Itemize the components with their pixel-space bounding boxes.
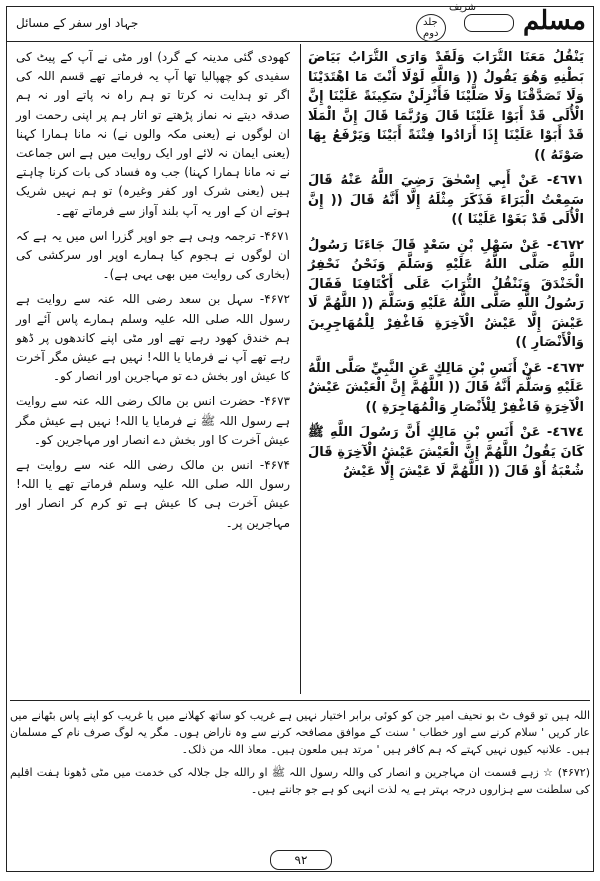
brand-title: مسلم	[522, 6, 586, 36]
column-divider	[300, 44, 301, 694]
volume-badge: جلد دوم	[416, 14, 446, 42]
urdu-paragraph: ۴۶۷۳- حضرت انس بن مالک رضی اللہ عنہ سے روایت ہے رسول اللہ ﷺ نے فرمایا یا اللہ! نہیں ہے عیش مگر عیش آخرت کا اور بخش دے انصار اور مہاجرین کو۔	[16, 394, 290, 447]
page-number: ۹۲	[270, 850, 332, 870]
arabic-paragraph: ٤٦٧٢- عَنْ سَهْلِ بْنِ سَعْدٍ قَالَ جَاءَنَا رَسُولُ اللَّهِ صَلَّى اللَّهُ عَلَيْهِ وَسَلَّمَ وَنَحْنُ نَحْفِرُ الْخَنْدَقَ وَنَنْقُلُ التُّرَابَ عَلَى أَكْتَافِنَا فَقَالَ رَسُولُ اللَّهِ صَلَّى اللَّهُ عَلَيْهِ وَسَلَّمَ (( اللَّهُمَّ لَا عَيْشَ إِلَّا عَيْشُ الْآخِرَةِ فَاغْفِرْ لِلْمُهَاجِرِينَ وَالْأَنْصَارِ ))	[308, 237, 584, 350]
arabic-paragraph: يَنْقُلُ مَعَنَا التُّرَابَ وَلَقَدْ وَارَى التُّرَابُ بَيَاضَ بَطْنِهِ وَهُوَ يَقُولُ (( وَاللَّهِ لَوْلَا أَنْتَ مَا اهْتَدَيْنَا وَلَا تَصَدَّقْنَا وَلَا صَلَّيْنَا فَأَنْزِلَنْ سَكِينَةً عَلَيْنَا إِنَّ الْأُلَى قَدْ أَبَوْا عَلَيْنَا قَالَ وَرُبَّمَا قَالَ إِنَّ الْمَلَا قَدْ أَبَوْا عَلَيْنَا إِذَا أَرَادُوا فِتْنَةً أَبَيْنَا وَيَرْفَعُ بِهَا صَوْتَهُ ))	[308, 50, 584, 163]
urdu-paragraph: ۴۶۷۱- ترجمہ وہی ہے جو اوپر گزرا اس میں یہ ہے کہ ان لوگوں نے ہجوم کیا ہمارے اوپر اور سرکشی کی (بخاری کی روایت میں بھی یہی ہے)۔	[16, 228, 290, 282]
footnotes	[10, 700, 590, 840]
arabic-paragraph: ٤٦٧١- عَنْ أَبِي إِسْحٰقَ رَضِيَ اللَّهُ عَنْهُ قَالَ سَمِعْتُ الْبَرَاءَ فَذَكَرَ مِثْلَهُ إِلَّا أَنَّهُ قَالَ (( إِنَّ الْأُلَى قَدْ بَغَوْا عَلَيْنَا ))	[308, 173, 584, 227]
urdu-paragraph: کھودی گئی مدینہ کے گرد) اور مٹی نے آپ کے پیٹ کی سفیدی کو چھپالیا تھا آپ یہ فرماتے تھے قسم اللہ کی اگر تو ہدایت نہ کرتا تو ہم راہ نہ پاتے اور نہ ہم صدقہ دیتے نہ نماز پڑھتے تو اتار ہم پر اپنی رحمت اور ان لوگوں نے (یعنی مکہ والوں نے) نہ مانا ہمارا کہنا (یعنی ایمان نہ لائے اور ایک روایت میں ہے اس جماعت نے نہ مانا ہمارا کہنا) جب وہ فساد کی بات کرنا چاہتے ہیں (یعنی شرک اور کفر وغیرہ) تو ہم نہیں شریک ہوتے ان کے اور یہ آپ بلند آواز سے فرماتے تھے۔	[16, 50, 290, 218]
footnote: اللہ ہیں تو قوف ٹ بو نحیف امیر جن کو کوئی برابر اختیار نہیں ہے غریب کو ساتھ کھلانے میں یا غریب کو اپنے پاس بٹھانے میں عار کریں ' سلام کرنے سے اور خطاب ' سنت کے موافق مصافحہ کرنے سے وہ ناراض ہوں۔ مگر یہ لوگ صرف نام کے مسلمان ہیں۔ علانیہ کیوں نہیں کہتے کہ ہم کافر ہیں ' مرتد ہیں ملعون ہیں۔ معاذ اللہ من ذلک۔	[10, 709, 590, 756]
arabic-paragraph: ٤٦٧٤- عَنْ أَنَسِ بْنِ مَالِكٍ أَنَّ رَسُولَ اللَّهِ ﷺ كَانَ يَقُولُ اللَّهُمَّ إِنَّ الْعَيْشَ عَيْشُ الْآخِرَةِ قَالَ شُعْبَةُ أَوْ قَالَ (( اللَّهُمَّ لَا عَيْشَ إِلَّا عَيْشُ	[308, 425, 584, 479]
urdu-paragraph: ۴۶۷۴- انس بن مالک رضی اللہ عنہ سے روایت ہے رسول اللہ صلی اللہ علیہ وسلم فرماتے تھے یا اللہ! عیش آخرت ہی کا عیش ہے تو کرم کر انصار اور مہاجرین پر۔	[16, 458, 290, 530]
chapter-title: جہاد اور سفر کے مسائل	[16, 16, 139, 30]
urdu-paragraph: ۴۶۷۲- سہل بن سعد رضی اللہ عنہ سے روایت ہے رسول اللہ صلی اللہ علیہ وسلم ہمارے پاس آئے اور ہم خندق کھود رہے تھے اور مٹی اپنے کاندھوں پر ڈھو رہے تھے آپ نے فرمایا یا اللہ! نہیں ہے عیش مگر آخرت کا عیش اور بخش دے تو مہاجرین اور انصار کو۔	[16, 292, 290, 384]
page-header	[6, 2, 594, 42]
arabic-paragraph: ٤٦٧٣- عَنْ أَنَسِ بْنِ مَالِكٍ عَنِ النَّبِيِّ صَلَّى اللَّهُ عَلَيْهِ وَسَلَّمَ أَنَّهُ قَالَ (( اللَّهُمَّ إِنَّ الْعَيْشَ عَيْشُ الْآخِرَةِ فَاغْفِرْ لِلْأَنْصَارِ وَالْمُهَاجِرَةِ ))	[308, 360, 584, 415]
ornament-icon	[464, 14, 514, 32]
urdu-column	[12, 48, 296, 696]
book-brand	[416, 2, 586, 40]
footnote: (۴۶۷۲) ☆ زہے قسمت ان مہاجرین و انصار کی واللہ رسول اللہ ﷺ او رالله جل جلالہ کی خدمت میں مٹی ڈھونا ہفت اقلیم کی سلطنت سے ہزاروں درجہ بہتر ہے یہ لذت انہی کو ہے جو جانتے ہیں۔	[10, 766, 590, 796]
arabic-column	[304, 48, 590, 696]
brand-suffix: شریف	[448, 2, 476, 13]
